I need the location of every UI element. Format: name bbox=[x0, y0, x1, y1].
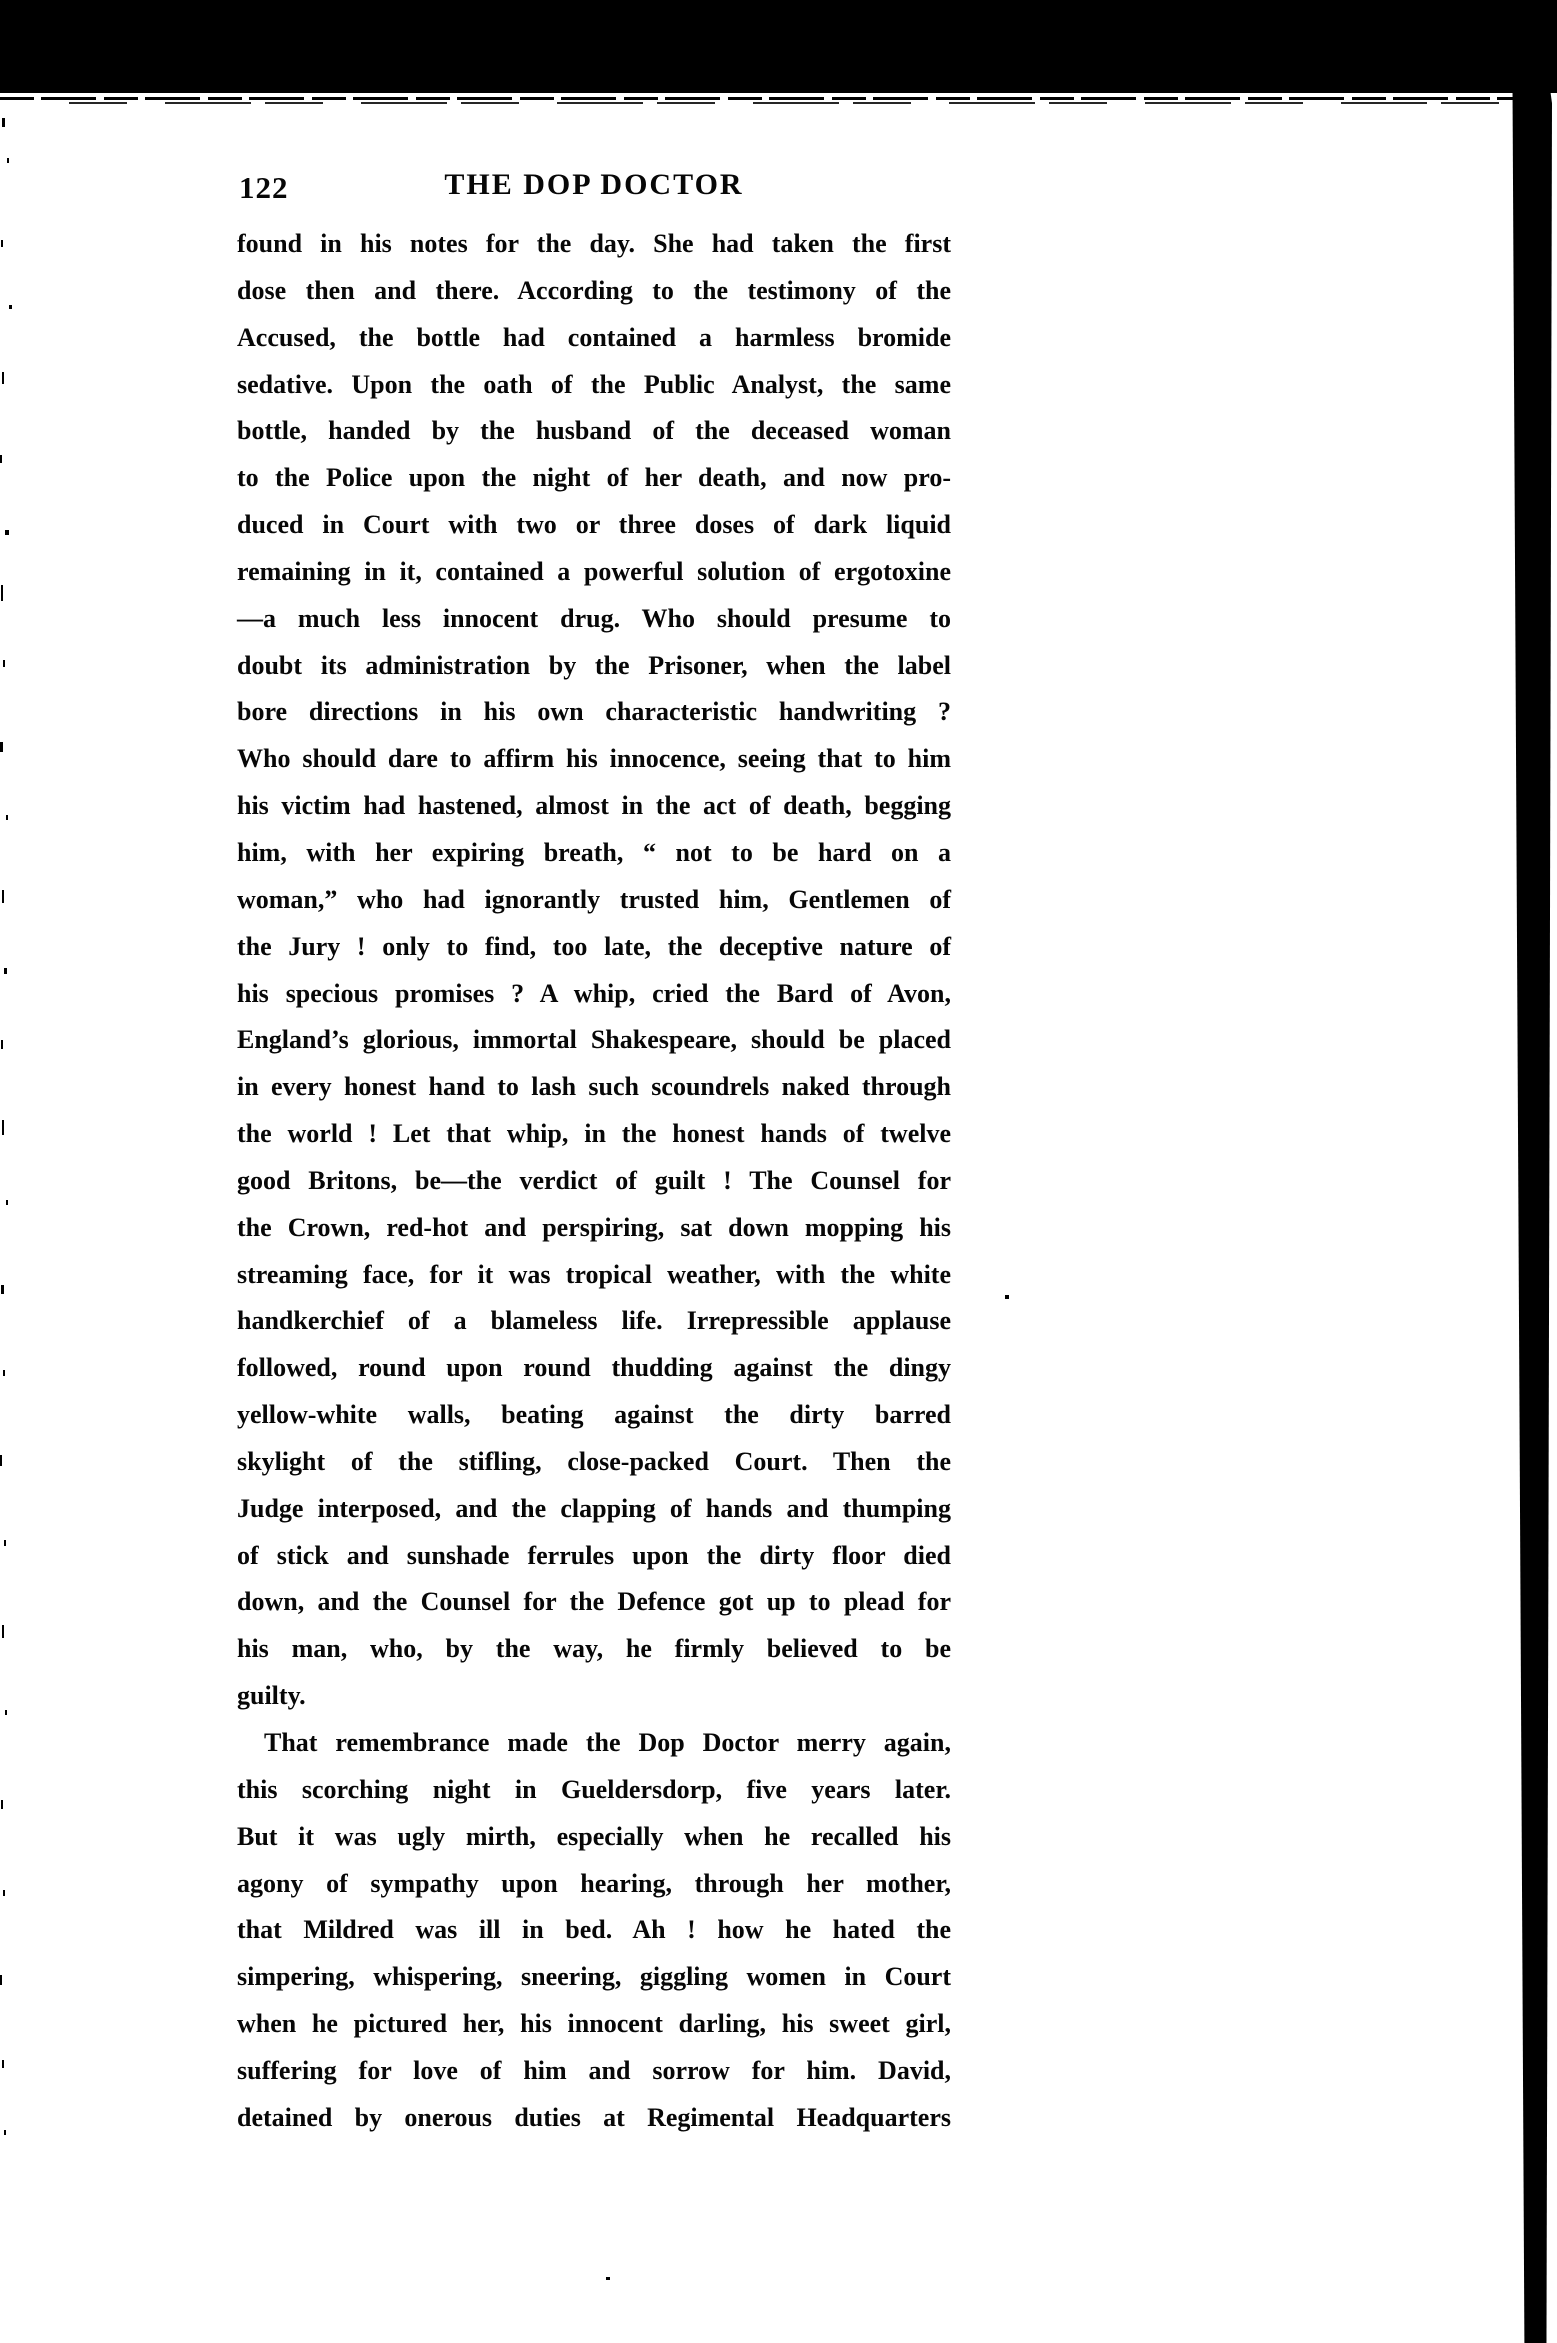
text-line: Who should dare to affirm his innocence, seeing that to him bbox=[237, 744, 951, 774]
scan-speck bbox=[4, 968, 7, 974]
scan-speck bbox=[2, 890, 4, 903]
text-line: yellow-white walls, beating against the dirty barred bbox=[237, 1400, 951, 1430]
text-line: remaining in it, contained a powerful solution of ergotoxine bbox=[237, 556, 951, 586]
text-line: But it was ugly mirth, especially when he recalled his bbox=[237, 1821, 951, 1851]
book-spine-bar bbox=[1506, 76, 1552, 2343]
text-line: streaming face, for it was tropical weather, with the white bbox=[237, 1259, 951, 1289]
scan-speck bbox=[0, 455, 2, 463]
text-line: his specious promises ? A whip, cried the Bard of Avon, bbox=[237, 978, 951, 1008]
scan-speck bbox=[0, 1975, 2, 1985]
page-edge-line bbox=[55, 102, 1515, 104]
scan-speck bbox=[606, 2277, 610, 2280]
text-line: That remembrance made the Dop Doctor merry again, bbox=[264, 1728, 951, 1757]
scan-speck bbox=[0, 1455, 2, 1466]
scan-speck bbox=[9, 305, 12, 309]
text-line: England’s glorious, immortal Shakespeare, should be placed bbox=[237, 1025, 951, 1055]
page-text bbox=[237, 221, 951, 2142]
scan-speck bbox=[2, 118, 5, 127]
text-line: skylight of the stifling, close-packed Court. Then the bbox=[237, 1446, 951, 1476]
text-line: handkerchief of a blameless life. Irrepressible applause bbox=[237, 1306, 951, 1336]
text-line: bottle, handed by the husband of the deceased woman bbox=[237, 416, 951, 446]
text-line: found in his notes for the day. She had taken the first bbox=[237, 229, 951, 258]
scan-speck bbox=[3, 1890, 5, 1896]
text-line: in every honest hand to lash such scoundrels naked through bbox=[237, 1072, 951, 1102]
scan-speck bbox=[5, 1710, 7, 1715]
text-line: detained by onerous duties at Regimental Headquarters bbox=[237, 2102, 951, 2132]
text-line: down, and the Counsel for the Defence got up to plead for bbox=[237, 1587, 951, 1617]
scan-speck bbox=[4, 2130, 6, 2135]
scan-speck bbox=[2, 372, 4, 384]
text-line: the world ! Let that whip, in the honest hands of twelve bbox=[237, 1119, 951, 1149]
scan-speck bbox=[1, 585, 3, 601]
scan-speck bbox=[3, 1370, 5, 1376]
text-line: —a much less innocent drug. Who should presume to bbox=[237, 603, 951, 633]
text-line: Accused, the bottle had contained a harmless bromide bbox=[237, 322, 951, 352]
scanner-top-band bbox=[0, 0, 1557, 93]
text-line: suffering for love of him and sorrow for him. David, bbox=[237, 2055, 951, 2085]
scan-speck bbox=[2, 2060, 4, 2068]
scan-speck bbox=[3, 660, 5, 667]
scan-speck bbox=[1, 240, 3, 247]
running-head-title: THE DOP DOCTOR bbox=[444, 168, 744, 201]
scan-speck bbox=[4, 1540, 6, 1546]
scan-speck bbox=[1, 1040, 3, 1049]
page-edge-line bbox=[0, 97, 1515, 100]
text-line: the Jury ! only to find, too late, the deceptive nature of bbox=[237, 931, 951, 961]
text-line: when he pictured her, his innocent darling, his sweet girl, bbox=[237, 2009, 951, 2039]
text-line: woman,” who had ignorantly trusted him, Gentlemen of bbox=[237, 884, 951, 914]
text-line: that Mildred was ill in bed. Ah ! how he hated the bbox=[237, 1915, 951, 1945]
scan-speck bbox=[1005, 1295, 1009, 1299]
scan-speck bbox=[2, 1120, 4, 1135]
scan-speck bbox=[6, 1200, 8, 1205]
text-line: duced in Court with two or three doses of dark liquid bbox=[237, 510, 951, 540]
text-line: his victim had hastened, almost in the act of death, begging bbox=[237, 791, 951, 821]
text-line: the Crown, red-hot and perspiring, sat down mopping his bbox=[237, 1212, 951, 1242]
scan-speck bbox=[2, 1625, 4, 1638]
text-line: followed, round upon round thudding against the dingy bbox=[237, 1353, 951, 1383]
text-line: sedative. Upon the oath of the Public Analyst, the same bbox=[237, 369, 951, 399]
text-line: bore directions in his own characteristic handwriting ? bbox=[237, 697, 951, 727]
scan-speck bbox=[6, 815, 8, 820]
scan-speck bbox=[5, 530, 9, 535]
scan-speck bbox=[1, 1285, 4, 1294]
text-line: simpering, whispering, sneering, giggling women in Court bbox=[237, 1962, 951, 1992]
scan-speck bbox=[7, 158, 9, 163]
text-line: to the Police upon the night of her death, and now pro- bbox=[237, 463, 951, 493]
text-line: him, with her expiring breath, “ not to be hard on a bbox=[237, 837, 951, 867]
text-line: this scorching night in Gueldersdorp, five years later. bbox=[237, 1774, 951, 1804]
text-line: of stick and sunshade ferrules upon the dirty floor died bbox=[237, 1540, 951, 1570]
text-line: Judge interposed, and the clapping of hands and thumping bbox=[237, 1493, 951, 1523]
text-line: good Britons, be—the verdict of guilt ! The Counsel for bbox=[237, 1165, 951, 1195]
text-line: guilty. bbox=[237, 1681, 306, 1711]
text-line: his man, who, by the way, he firmly believed to be bbox=[237, 1634, 951, 1664]
text-line: agony of sympathy upon hearing, through her mother, bbox=[237, 1868, 951, 1898]
page-number: 122 bbox=[239, 170, 289, 205]
scan-speck bbox=[0, 742, 3, 752]
text-line: dose then and there. According to the testimony of the bbox=[237, 275, 951, 305]
text-line: doubt its administration by the Prisoner, when the label bbox=[237, 650, 951, 680]
scan-speck bbox=[1, 1800, 3, 1809]
